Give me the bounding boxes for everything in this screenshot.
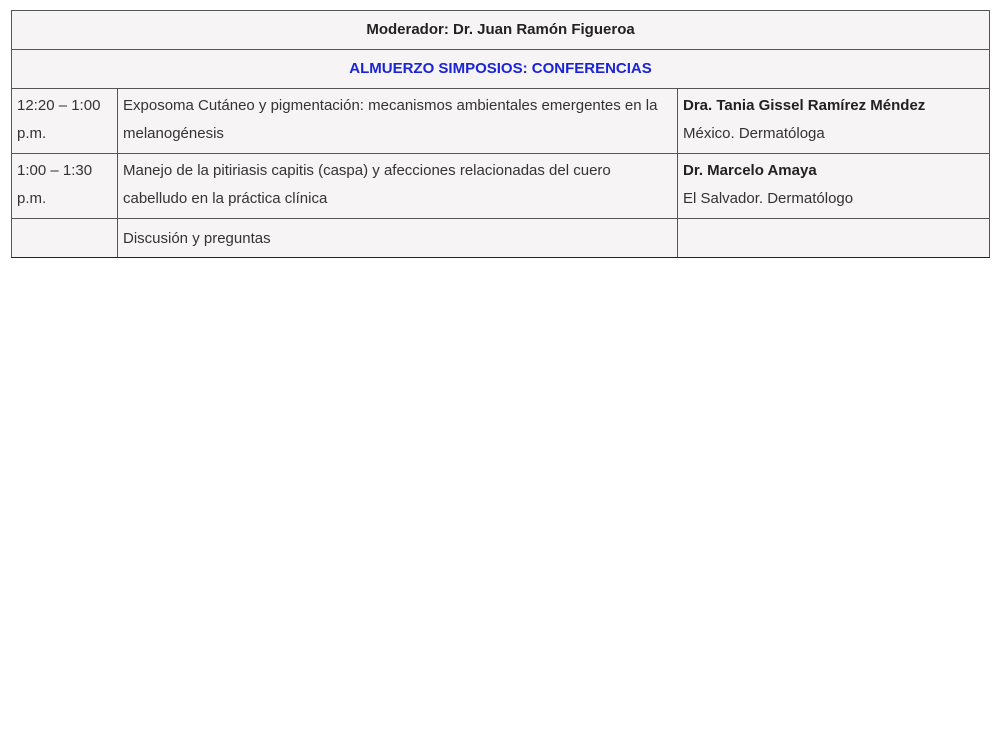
session-time: 1:00 – 1:30 p.m. [12,154,118,219]
session-time: 12:20 – 1:00 p.m. [12,89,118,154]
table-row [12,219,990,258]
section-row [12,50,990,89]
moderator-row [12,11,990,50]
session-speaker [678,89,990,154]
session-speaker [678,154,990,219]
speaker-origin: El Salvador. Dermatólogo [683,190,854,207]
speaker-origin: México. Dermatóloga [683,125,825,142]
table-row [12,89,990,154]
speaker-name: Dra. Tania Gissel Ramírez Méndez [683,97,926,114]
session-speaker [678,219,990,258]
session-topic: Manejo de la pitiriasis capitis (caspa) y afecciones relacionadas del cuero cabelludo en la práctica clínica [118,154,678,219]
section-title: ALMUERZO SIMPOSIOS: CONFERENCIAS [12,50,990,89]
session-topic: Exposoma Cutáneo y pigmentación: mecanismos ambientales emergentes en la melanogénesis [118,89,678,154]
schedule-table [11,10,990,258]
session-time [12,219,118,258]
table-row [12,154,990,219]
moderator-label: Moderador: Dr. Juan Ramón Figueroa [12,11,990,50]
speaker-name: Dr. Marcelo Amaya [683,162,817,179]
session-topic: Discusión y preguntas [118,219,678,258]
